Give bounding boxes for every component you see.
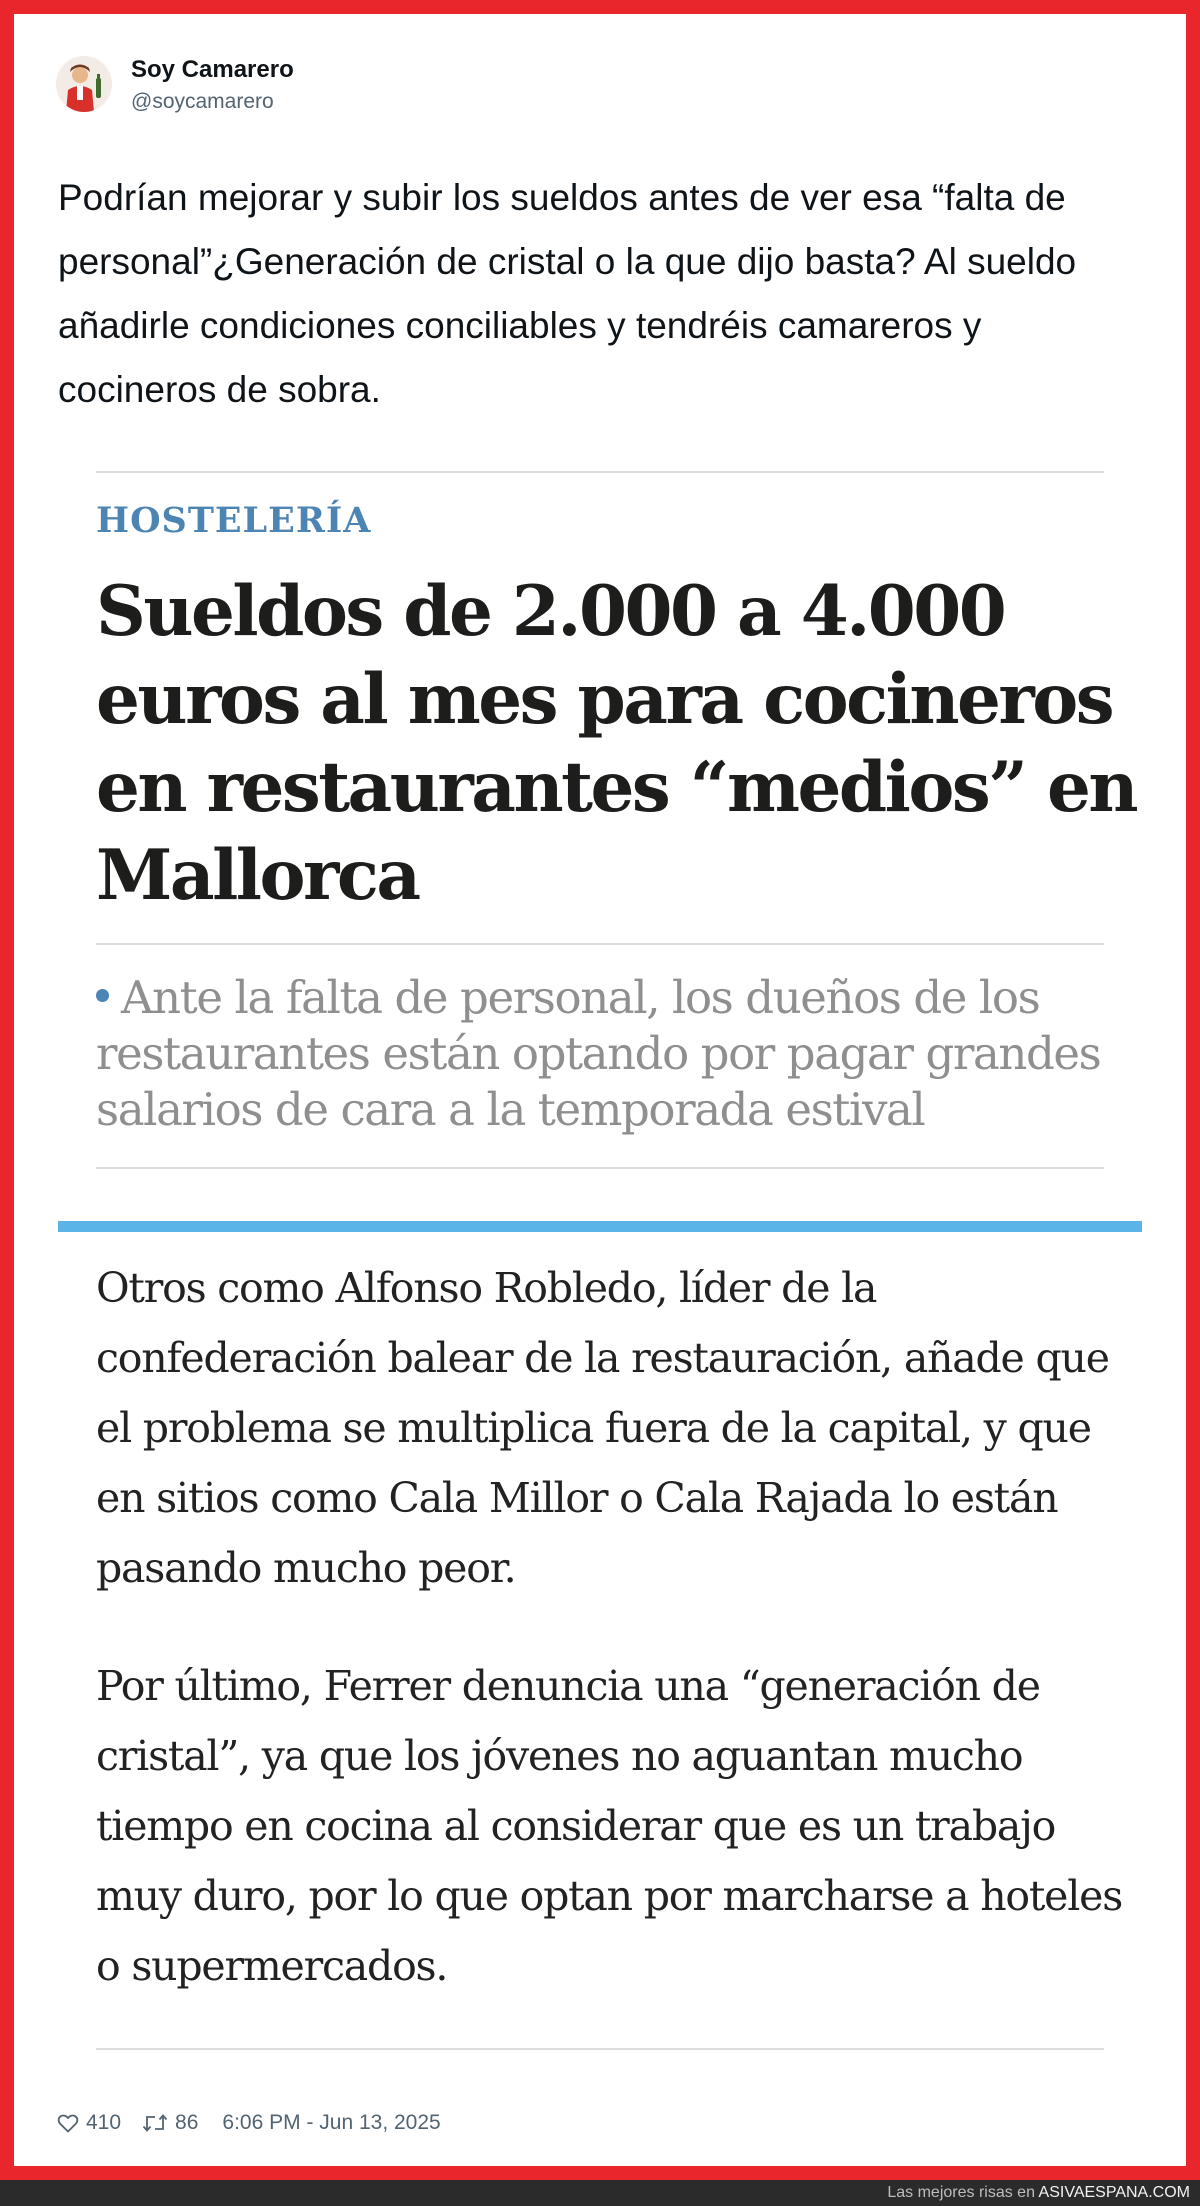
retweet-button[interactable] bbox=[141, 2111, 198, 2135]
watermark-prefix: Las mejores risas en bbox=[887, 2184, 1039, 2201]
article-bottom-divider bbox=[96, 2048, 1104, 2050]
article-top-divider bbox=[96, 471, 1104, 473]
tweet-timestamp[interactable]: 6:06 PM - Jun 13, 2025 bbox=[222, 2111, 441, 2134]
site-watermark[interactable] bbox=[0, 2180, 1200, 2206]
retweet-count: 86 bbox=[175, 2111, 199, 2134]
article-paragraph-2: Por último, Ferrer denuncia una “generación de cristal”, ya que los jóvenes no aguantan mucho tiempo en cocina al considerar que es un trabajo muy duro, por lo que optan por marcharse a hoteles o supermercados. bbox=[96, 1662, 1123, 1990]
like-count: 410 bbox=[86, 2111, 122, 2134]
bullet-icon bbox=[96, 989, 109, 1002]
article-paragraph-1: Otros como Alfonso Robledo, líder de la confederación balear de la restauración, añade que el problema se multiplica fuera de la capital, y que en sitios como Cala Millor o Cala Rajada lo están pasando mucho peor. bbox=[96, 1264, 1109, 1592]
subheadline-text: Ante la falta de personal, los dueños de los restaurantes están optando por pagar grandes salarios de cara a la temporada estival bbox=[96, 971, 1101, 1136]
headline-divider bbox=[96, 943, 1104, 945]
article-section-label: HOSTELERÍA bbox=[96, 500, 372, 541]
article-subheadline bbox=[96, 970, 1136, 1138]
heart-icon bbox=[56, 2111, 80, 2135]
tweet-footer bbox=[56, 2108, 441, 2138]
subheadline-divider bbox=[96, 1167, 1104, 1169]
author-handle[interactable]: @soycamarero bbox=[131, 90, 274, 113]
article-headline: Sueldos de 2.000 a 4.000 euros al mes para cocineros en restaurantes “medios” en Mallorca bbox=[96, 571, 1137, 916]
retweet-icon bbox=[141, 2111, 169, 2135]
avatar[interactable] bbox=[56, 56, 112, 112]
like-button[interactable] bbox=[56, 2111, 121, 2135]
article-blue-bar bbox=[58, 1221, 1142, 1232]
watermark-site: ASIVAESPANA.COM bbox=[1038, 2184, 1190, 2201]
waiter-avatar-icon bbox=[56, 56, 112, 112]
author-name[interactable]: Soy Camarero bbox=[131, 56, 294, 83]
tweet-text: Podrían mejorar y subir los sueldos antes de ver esa “falta de personal”¿Generación de cristal o la que dijo basta? Al sueldo añadirle condiciones conciliables y tendréis camareros y cocineros de sobra. bbox=[58, 177, 1077, 410]
